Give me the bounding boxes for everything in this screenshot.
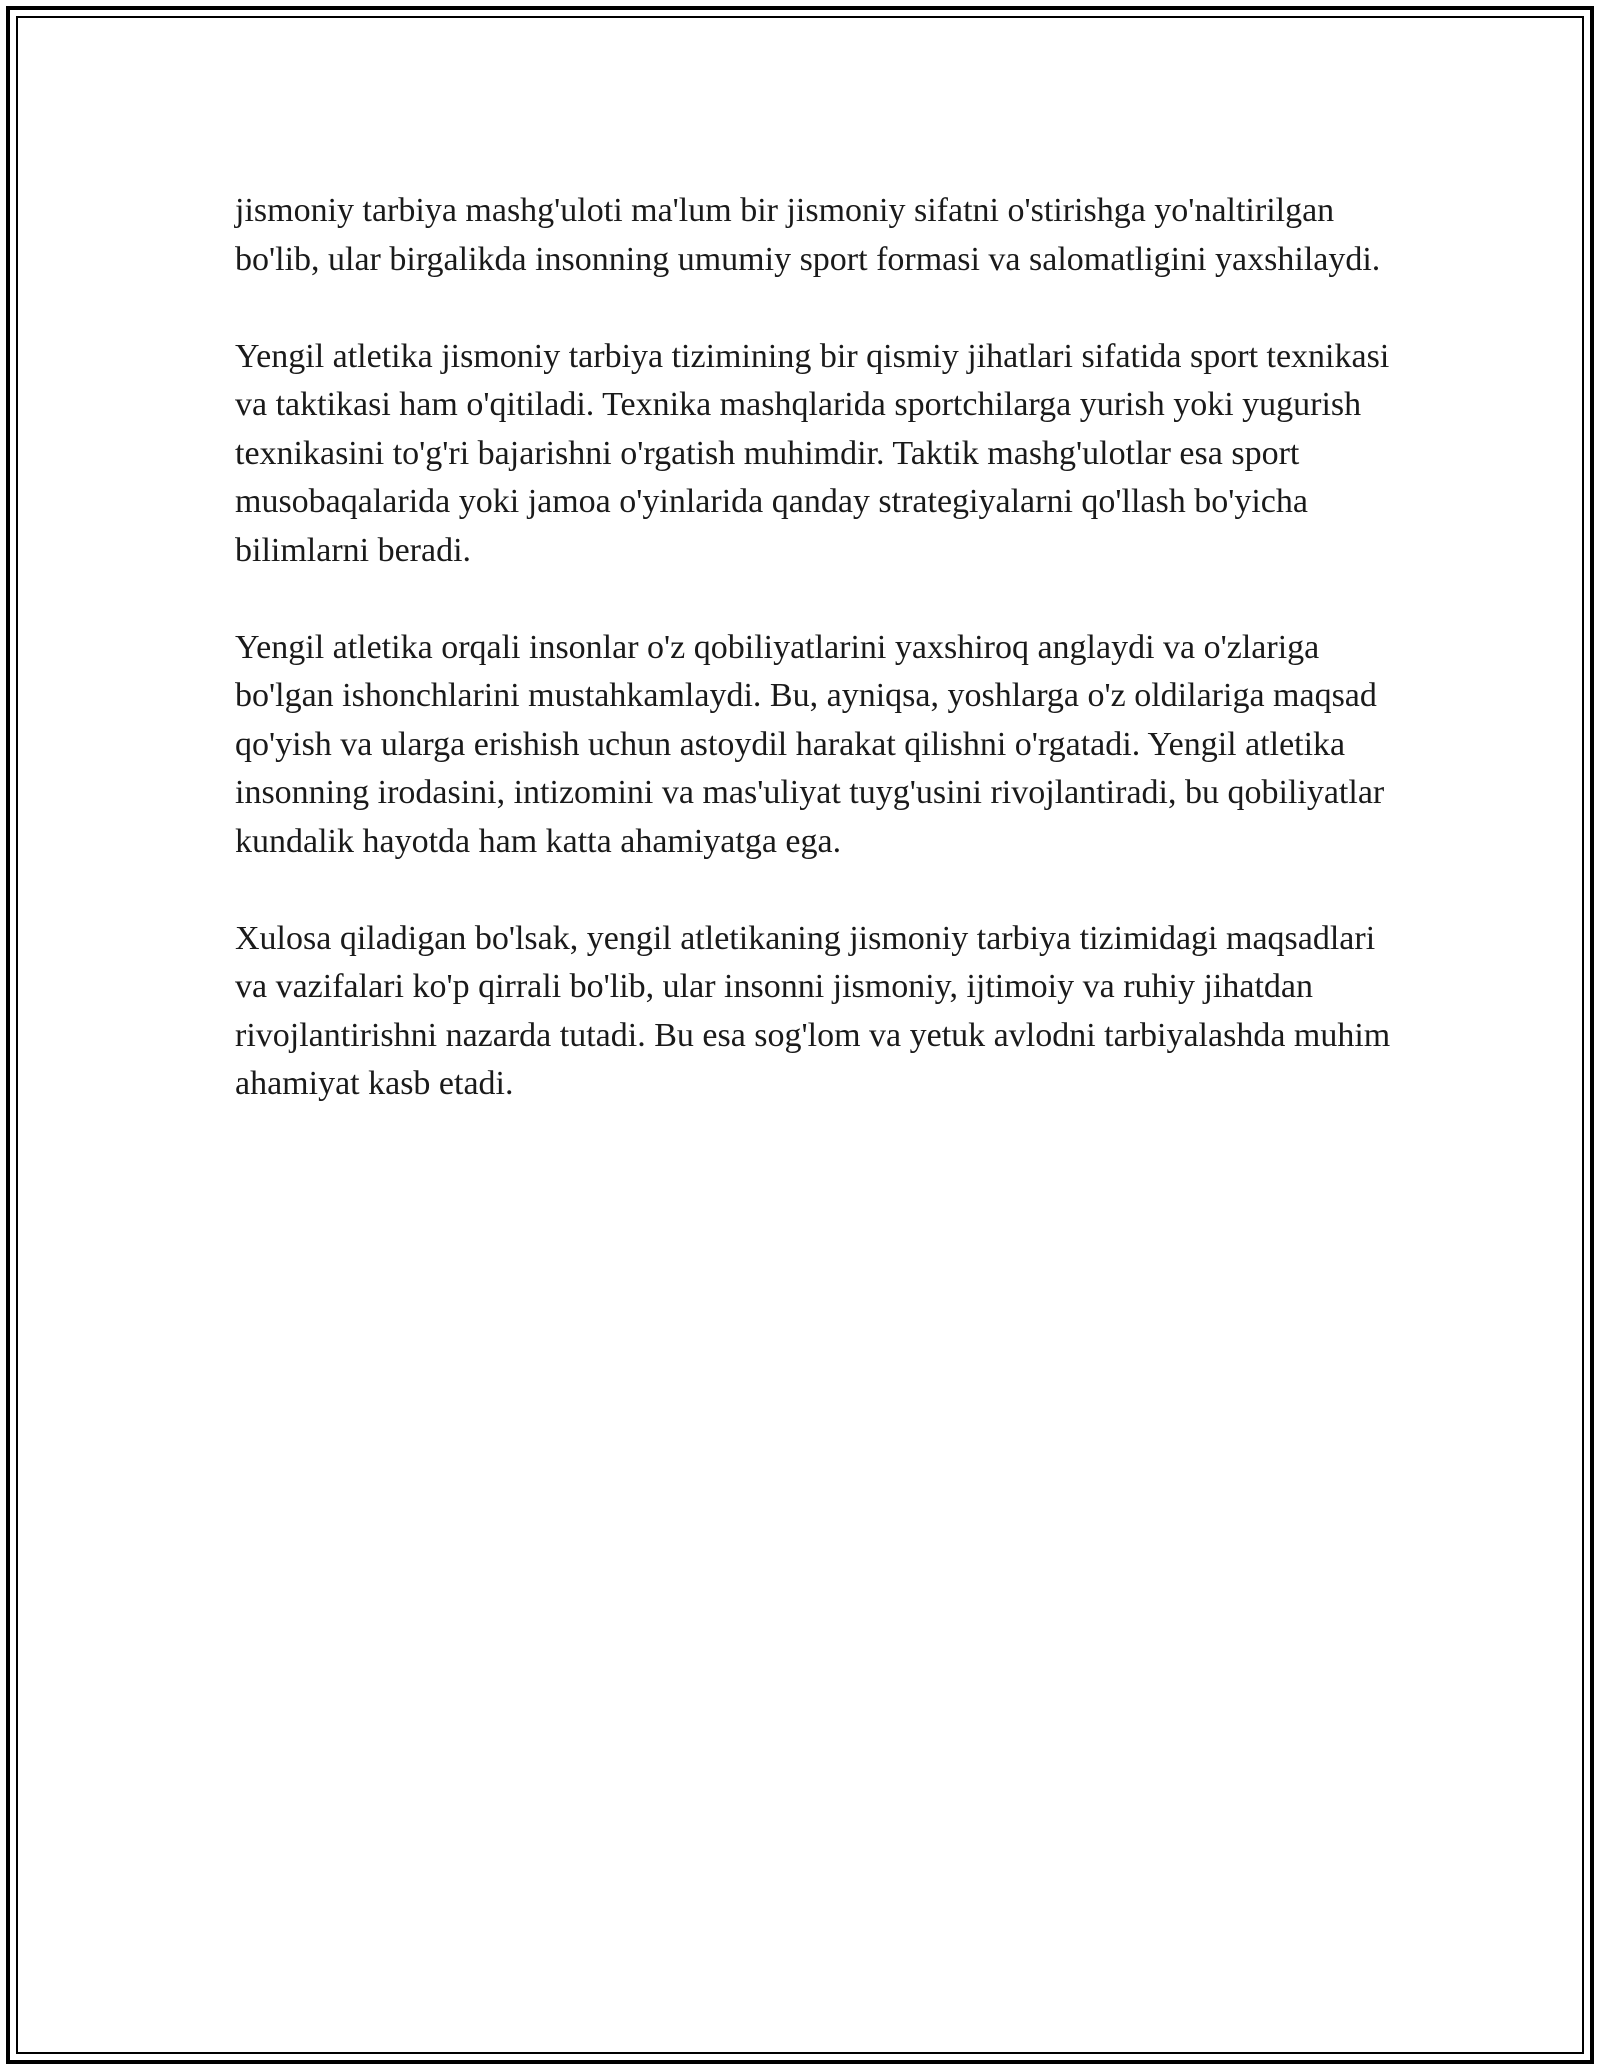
paragraph-2: Yengil atletika jismoniy tarbiya tizimining bir qismiy jihatlari sifatida sport texnikasi va taktikasi ham o'qitiladi. Texnika mashqlarida sportchilarga yurish yoki yugurish texnikasini to'g'ri bajarishni o'rgatish muhimdir. Taktik mashg'ulotlar esa sport musobaqalarida yoki jamoa o'yinlarida qanday strategiyalarni qo'llash bo'yicha bilimlarni beradi.	[235, 337, 1390, 569]
paragraph-4: Xulosa qiladigan bo'lsak, yengil atletikaning jismoniy tarbiya tizimidagi maqsadlari va vazifalari ko'p qirrali bo'lib, ular insonni jismoniy, ijtimoiy va ruhiy jihatdan rivojlantirishni nazarda tutadi. Bu esa sog'lom va yetuk avlodni tarbiyalashda muhim ahamiyat kasb etadi.	[235, 919, 1391, 1102]
document-body	[235, 187, 1415, 1109]
paragraph-1: jismoniy tarbiya mashg'uloti ma'lum bir jismoniy sifatni o'stirishga yo'naltirilgan bo'lib, ular birgalikda insonning umumiy sport formasi va salomatligini yaxshilaydi.	[235, 192, 1381, 278]
paragraph-3: Yengil atletika orqali insonlar o'z qobiliyatlarini yaxshiroq anglaydi va o'zlariga bo'lgan ishonchlarini mustahkamlaydi. Bu, ayniqsa, yoshlarga o'z oldilariga maqsad qo'yish va ularga erishish uchun astoydil harakat qilishni o'rgatadi. Yengil atletika insonning irodasini, intizomini va mas'uliyat tuyg'usini rivojlantiradi, bu qobiliyatlar kundalik hayotda ham katta ahamiyatga ega.	[235, 628, 1385, 860]
